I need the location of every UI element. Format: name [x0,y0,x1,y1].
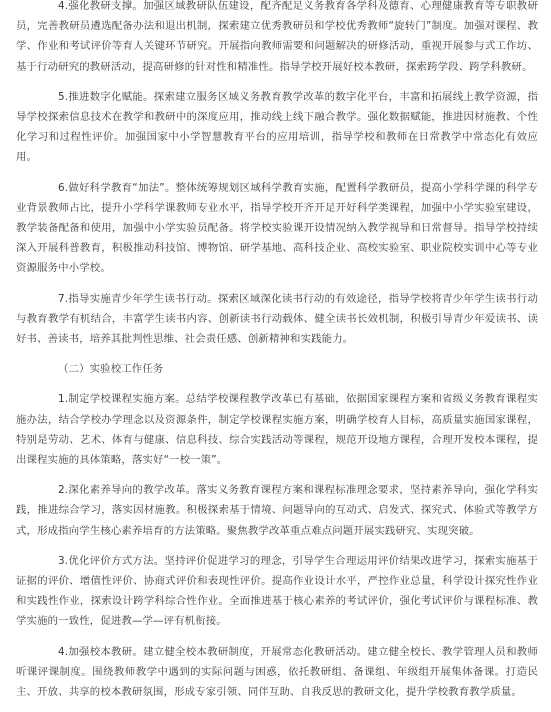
paragraph-reading-action: 7.指导实施青少年学生读书行动。探索区域深化读书行动的有效途径，指导学校将青少年学生读书行动与教育教学有机结合，丰富学生读书内容、创新读书行动载体、健全读书长效机制，积极引导青少年爱读书、读好书、善读书，培养其批判性思维、社会责任感、创新精神和实践能力。 [16,292,538,346]
paragraph-teaching-research-support: 4.强化教研支撑。加强区域教研队伍建设，配齐配足义务教育各学科及德育、心理健康教育等专职教研员，完善教研员遴选配备办法和退出机制，探索建立优秀教研员和学校优秀教师“旋转门”制度。加强对课程、教学、作业和考试评价等育人关键环节研究。开展指向教师需要和问题解决的研修活动，重视开展参与式工作坊、基于行动研究的教研活动，提高研修的针对性和精准性。指导学校开展好校本教研，探索跨学段、跨学科教研。 [16,0,538,73]
paragraph-evaluation-methods: 3.优化评价方式方法。坚持评价促进学习的理念，引导学生合理运用评价结果改进学习，探索实施基于证据的评价、增值性评价、协商式评价和表现性评价。提高作业设计水平，严控作业总量，科学设计探究性作业和实践性作业，探索设计跨学科综合性作业。全面推进基于核心素养的考试评价，强化考试评价与课程标准、教学实施的一致性，促进教—学—评有机衔接。 [16,554,538,628]
section-heading-pilot-school-tasks: （二）实验校工作任务 [58,363,164,376]
paragraph-digital-empowerment: 5.推进数字化赋能。探索建立服务区域义务教育教学改革的数字化平台，丰富和拓展线上教学资源，指导学校探索信息技术在教学和教研中的深度应用，推动线上线下融合教学。强化数据赋能，推进因材施教、个性化学习和过程性评价。加强国家中小学智慧教育平台的应用培训，指导学校和教师在日常教学中常态化有效应用。 [16,90,538,164]
paragraph-curriculum-plan: 1.制定学校课程实施方案。总结学校课程教学改革已有基础，依据国家课程方案和省级义务教育课程实施办法，结合学校办学理念以及资源条件，制定学校课程实施方案，明确学校育人目标，高质量实施国家课程，特别是劳动、艺术、体育与健康、信息科技、综合实践活动等课程，规范开设地方课程，合理开发校本课程，提出课程实施的具体策略，落实好“一校一策”。 [16,393,538,467]
paragraph-teaching-reform: 2.深化素养导向的教学改革。落实义务教育课程方案和课程标准理念要求，坚持素养导向，强化学科实践，推进综合学习，落实因材施教。积极探索基于情境、问题导向的互动式、启发式、探究式、体验式等教学方式，形成指向学生核心素养培育的方法策略。聚焦教学改革重点难点问题开展实践研究、实现突破。 [16,484,538,537]
paragraph-science-education: 6.做好科学教育“加法”。整体统筹规划区域科学教育实施，配置科学教研员，提高小学科学课的科学专业背景教师占比，提升小学科学课教师专业水平，指导学校开齐开足开好科学类课程，加强中小学实验室建设，教学装备配备和使用，加强中小学实验员配备。将学校实验课开设情况纳入教学视导和日常督导。指导学校持续深入开展科普教育，积极推动科技馆、博物馆、研学基地、高科技企业、高校实验室、职业院校实训中心等专业资源服务中小学校。 [16,181,538,275]
paragraph-school-based-research: 4.加强校本教研。建立健全校本教研制度，开展常态化教研活动。建立健全校长、教学管理人员和教师听课评课制度。围绕教师教学中遇到的实际问题与困惑，依托教研组、备课组、年级组开展集体备课。打造民主、开放、共享的校本教研氛围，形成专家引领、同伴互助、自我反思的教研文化，提升学校教育教学质量。 [16,645,538,699]
article-body [16,0,538,712]
